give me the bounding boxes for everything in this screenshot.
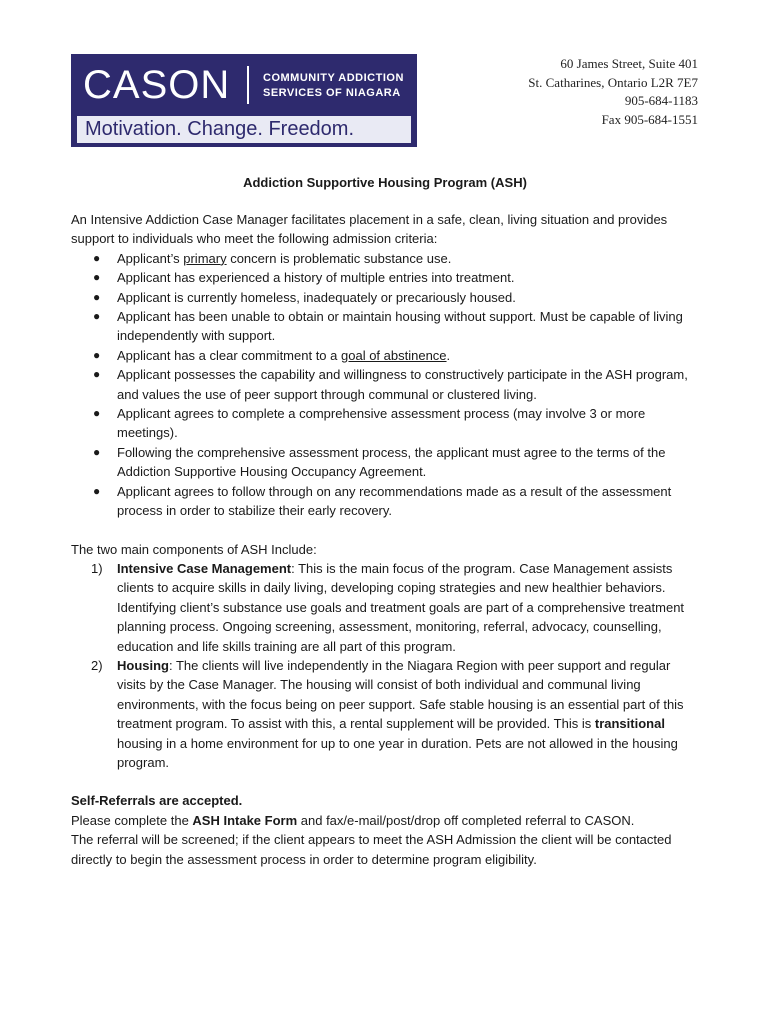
referral-text: Please complete the <box>71 812 193 828</box>
component-title: Intensive Case Management <box>117 560 292 576</box>
address-phone: 905-684-1183 <box>624 93 698 108</box>
list-item <box>93 482 699 521</box>
bullet-icon: ● <box>93 250 101 265</box>
address-block <box>528 55 698 129</box>
criteria-text: Following the comprehensive assessment process, the applicant must agree to the terms of the Addiction Supportive Housing Occupancy Agreement. <box>117 444 666 480</box>
component-description: : This is the main focus of the program. Case Management assists clients to acquire skills in daily living, developing coping strategies and new healthier behaviors. Identifying client’s substance use goals and treatment goals are part of a comprehensive treatment planning process. Ongoing screening, assessment, monitoring, referral, advocacy, counselling, education and life skills training are all part of this program. <box>117 560 685 654</box>
criteria-text: Applicant has been unable to obtain or maintain housing without support. Must be capable of living independently with support. <box>117 309 683 344</box>
referral-heading: Self-Referrals are accepted. <box>71 793 243 809</box>
bullet-icon: ● <box>93 483 101 498</box>
criteria-underlined: primary <box>183 250 227 266</box>
criteria-text: Applicant has experienced a history of multiple entries into treatment. <box>117 270 515 286</box>
criteria-text: Applicant agrees to complete a comprehensive assessment process (may involve 3 or more meetings). <box>117 406 646 441</box>
criteria-text: . <box>446 347 451 363</box>
logo-tagline-line1: COMMUNITY ADDICTION <box>263 72 404 84</box>
list-item <box>93 249 699 268</box>
list-item <box>91 656 699 772</box>
criteria-text: Applicant is currently homeless, inadequately or precariously housed. <box>117 289 516 305</box>
criteria-text: concern is problematic substance use. <box>226 250 452 266</box>
logo-tagline-line2: SERVICES OF NIAGARA <box>263 87 401 99</box>
list-item <box>93 346 699 365</box>
bullet-icon: ● <box>93 309 101 324</box>
list-item <box>93 268 699 287</box>
referral-text: and fax/e-mail/post/drop off completed referral to CASON. <box>297 812 635 828</box>
logo-motto-band <box>77 116 411 143</box>
component-description: : The clients will live independently in the Niagara Region with peer support and regular visits by the Case Manager. The housing will consist of both individual and communal living environments, with the focus being on peer support. Safe stable housing is an essential part of this treatment program. To assist with this, a rental supplement will be provided. This is <box>117 657 684 732</box>
bullet-icon: ● <box>93 444 101 459</box>
bullet-icon: ● <box>93 289 101 304</box>
list-item <box>93 404 699 443</box>
logo-motto: Motivation. Change. Freedom. <box>85 118 355 140</box>
component-title: Housing <box>117 657 169 673</box>
bullet-icon: ● <box>93 270 101 285</box>
cason-logo <box>71 54 417 147</box>
admission-criteria-list <box>71 249 699 521</box>
list-item <box>91 559 699 656</box>
intake-form-name: ASH Intake Form <box>192 812 298 828</box>
criteria-text: Applicant agrees to follow through on any recommendations made as a result of the assessment process in order to stabilize their early recovery. <box>117 483 672 519</box>
components-intro: The two main components of ASH Include: <box>71 541 317 557</box>
list-item <box>93 443 699 482</box>
referral-line1 <box>71 811 699 830</box>
referral-line2: The referral will be screened; if the client appears to meet the ASH Admission the client will be contacted directly to begin the assessment process in order to determine program eligibility. <box>71 832 672 867</box>
logo-brand-text: CASON <box>83 63 231 107</box>
component-description: housing in a home environment for up to one year in duration. Pets are not allowed in the housing program. <box>117 735 678 770</box>
address-line2: St. Catharines, Ontario L2R 7E7 <box>528 74 698 90</box>
criteria-text: Applicant possesses the capability and willingness to constructively participate in the ASH program, and values the use of peer support through communal or clustered living. <box>117 367 688 402</box>
list-item <box>93 307 699 346</box>
logo-top-band <box>71 54 417 116</box>
list-number: 1) <box>91 560 103 576</box>
logo-divider <box>247 66 249 104</box>
list-item <box>93 365 699 404</box>
bullet-icon: ● <box>93 347 101 362</box>
list-number: 2) <box>91 657 103 673</box>
components-list <box>71 559 699 772</box>
intro-paragraph: An Intensive Addiction Case Manager facilitates placement in a safe, clean, living situation and provides support to individuals who meet the following admission criteria: <box>71 212 668 247</box>
criteria-text: Applicant has a clear commitment to a <box>117 347 341 363</box>
address-line1: 60 James Street, Suite 401 <box>560 56 698 71</box>
component-emphasis: transitional <box>594 716 665 732</box>
document-body <box>71 210 699 869</box>
bullet-icon: ● <box>93 367 101 382</box>
page-title: Addiction Supportive Housing Program (ASH) <box>243 175 527 190</box>
criteria-underlined: goal of abstinence <box>341 347 447 363</box>
address-fax: Fax 905-684-1551 <box>601 111 698 127</box>
list-item <box>93 288 699 307</box>
criteria-text: Applicant’s <box>117 250 184 266</box>
bullet-icon: ● <box>93 406 101 421</box>
